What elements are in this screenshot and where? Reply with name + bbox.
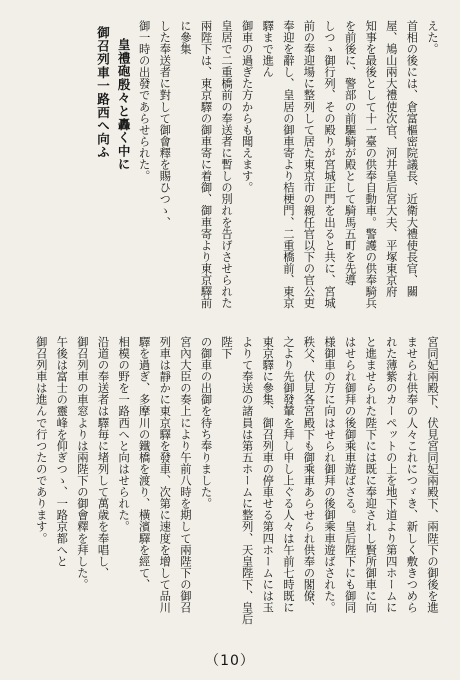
lower-left-line-1: 宮內大臣の奏上により午前八時を期して兩陛下の御召 [178,336,192,614]
upper-mid-paragraph-2: 兩陛下は、東京驛の御車寄に着御、御車寄より東京驛前に參集 [178,20,213,309]
lower-right-line-2: ませられ供奉の人々これにつゞき、新しく敷きつめら [405,336,419,614]
upper-right-paragraph-4: 知事を最後として十一臺の供奉自動車。警護の供奉騎兵 [364,20,378,309]
upper-right-paragraph-1: えた。 [426,20,439,55]
upper-right-paragraph-5: を前後に、警部の前驅騎が殿として騎馬五町を先導 [343,20,357,286]
lower-left-line-3: 驛を過ぎ、多摩川の鐵橋を渡り、橫濱驛を經て、 [137,336,151,591]
upper-text-block [14,20,442,312]
lower-text-block [14,336,442,630]
upper-right-paragraph-2: 首相の後には、倉富樞密院議長、近衛大禮使長官、關 [405,20,419,298]
lower-right-line-5: はせられ御拜の後御乘車遊ばさる。皇后陛下にも御同 [343,336,357,614]
lower-right-line-11: の御車の出御を待ち奉りました。 [199,336,213,510]
upper-right-paragraph-7: 前の奉迎場に整列して居た東京市の親任官以下の官公吏 [302,20,316,309]
lower-right-line-1: 宮同妃兩殿下、伏見宮同妃兩殿下、兩陛下の御後を進 [426,336,439,614]
lower-right-line-3: れた薄紫のカーペットの上を地下道より第四ホームに [384,336,398,614]
lower-right-line-7: 秩父、伏見各宮殿下も御乘車あらせられ供奉の閣僚、 [302,336,316,614]
page-number: （10） [205,653,255,669]
lower-right-line-10: よりて奉送の諸員は第五ホームに整列、天皇陛下、皇后陛下 [220,336,254,625]
section-heading-line-1: 皇禮砲殷々と轟く中に [116,38,132,171]
lower-left-line-2: 列車は靜かに東京驛を發車、次第に速度を增して品川 [158,336,172,614]
upper-mid-paragraph-3: した奉送者に對して御會釋を賜ひつゝ、 [158,20,172,228]
lower-right-line-8: 之より先御發輦を拜し申し上ぐる人々は午前七時既に [281,336,295,614]
lower-left-line-8: 御召列車は進んで行つたのであります。 [34,336,48,544]
lower-left-line-5: 沿道の奉送者は驛毎に堵列して萬歳を奉唱し、 [96,336,110,579]
lower-right-line-4: と進ませられた陛下には既に奉迎されし賢所御車に向 [364,336,378,614]
upper-right-paragraph-9: 御車の過ぎた方からも聞えます。 [240,20,254,194]
upper-right-paragraph-6: しつゝ御行列、その殿りが宮城正門を出ると共に、宮城 [323,20,337,309]
lower-left-line-7: 午後は富士の靈峰を仰ぎつゝ、一路京都へと [55,336,69,567]
lower-left-line-6: 御召列車の車窓よりは兩陛下の御會釋を拜した。 [75,336,89,591]
upper-mid-paragraph-1: 皇居で二重橋前の奉送者に暫しの別れを告げさせられた [220,20,234,309]
upper-mid-paragraph-4: 御一時の出發であらせられた。 [137,20,151,182]
lower-right-line-6: 様御車の方に向はせられ御拜の後御乘車遊ばされた。 [323,336,337,614]
upper-right-paragraph-8: 奉迎を辭し、皇居の御車寄より桔梗門、二重橋前、東京驛まで進ん [261,20,295,309]
lower-left-line-4: 相模の野を一路西へと向はせられた。 [117,336,131,533]
section-heading-line-2: 御召列車一路西へ向ふ [95,26,111,159]
lower-right-line-9: 東京驛に參集、御召列車の停車せる第四ホームには玉 [261,336,275,614]
upper-right-paragraph-3: 屋、鳩山兩大禮使次官、河井皇后宮大夫、平塚東京府 [384,20,398,298]
